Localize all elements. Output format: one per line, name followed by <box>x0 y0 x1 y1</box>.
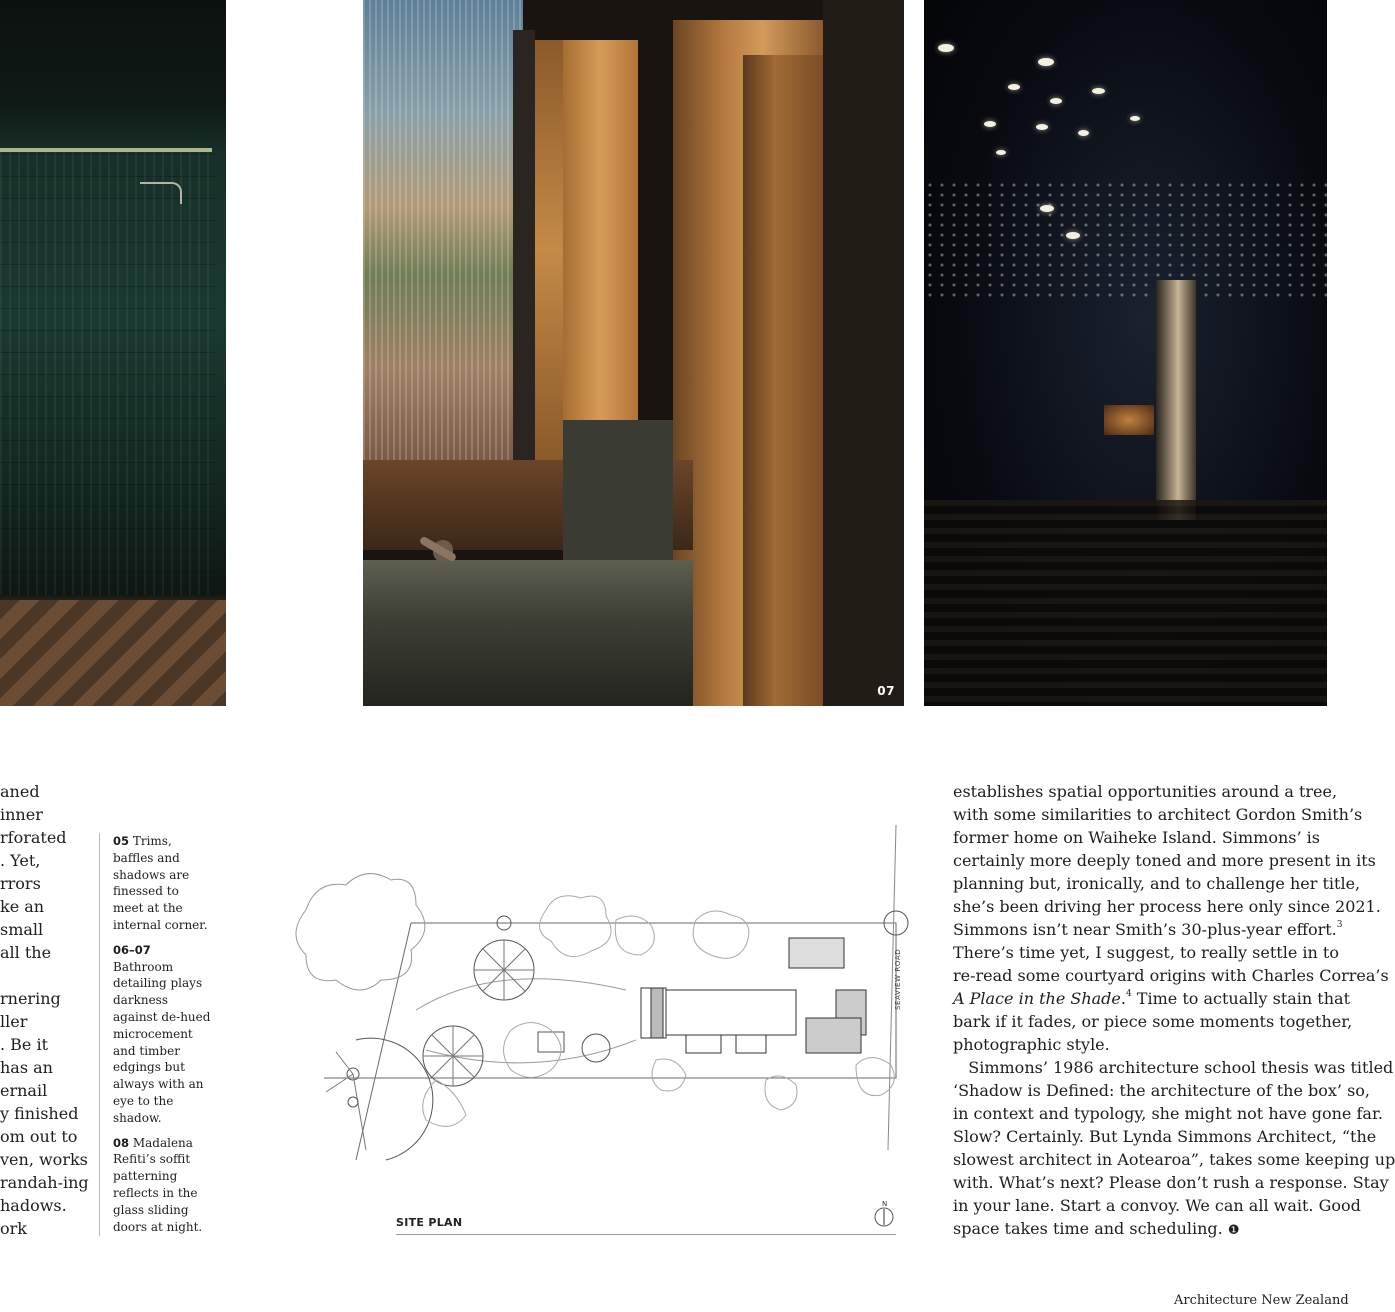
ceiling-light <box>1008 84 1020 90</box>
site-plan-drawing <box>296 820 916 1240</box>
body-line: photographic style. <box>953 1035 1110 1054</box>
body-line: with some similarities to architect Gordon Smith’s <box>953 805 1363 824</box>
reflected-glow <box>1104 405 1154 435</box>
body-line: ernail <box>0 1081 48 1100</box>
body-line-text: space takes time and scheduling. <box>953 1219 1228 1238</box>
ceiling-light <box>1050 98 1062 104</box>
body-line: rnering <box>0 989 61 1008</box>
ceiling-light <box>984 121 996 127</box>
timber-door-shadow <box>743 55 823 706</box>
body-line: she’s been driving her process here only since 2021. <box>953 897 1381 916</box>
body-line: inner <box>0 805 43 824</box>
body-line <box>953 1217 1327 1240</box>
body-line: bark if it fades, or piece some moments together, <box>953 1012 1353 1031</box>
body-line-text: Time to actually stain that <box>1131 989 1350 1008</box>
body-line: aned <box>0 782 40 801</box>
body-line: randah-ing <box>0 1173 89 1192</box>
reeded-glass-window <box>363 0 523 460</box>
body-line: has an <box>0 1058 53 1077</box>
caption-text: Bathroom detailing plays darkness against de-hued microcement and timber edgings but always with an eye to the shadow. <box>113 959 211 1125</box>
end-mark-icon: ❶ <box>1227 1223 1240 1238</box>
road-label: SEAVIEW ROAD <box>894 948 902 1010</box>
body-line: ke an <box>0 897 45 916</box>
led-strip <box>0 148 212 152</box>
figure-number: 07 <box>877 684 895 698</box>
captions <box>99 833 211 1236</box>
body-line: A Place in the Shade.$^4$ Time to actually stain that <box>953 989 1350 1008</box>
tiled-wall <box>0 150 215 595</box>
ceiling-light <box>1038 58 1054 66</box>
body-line: There’s time yet, I suggest, to really settle in to <box>953 943 1339 962</box>
caption-text: Madalena Refiti’s soffit patterning reflects in the glass sliding doors at night. <box>113 1135 203 1234</box>
caption-05 <box>113 833 211 934</box>
ceiling-light <box>938 44 954 52</box>
caption-08 <box>113 1135 211 1236</box>
shower-head <box>140 182 182 204</box>
dark-wall <box>823 0 904 706</box>
body-line: rrors <box>0 874 41 893</box>
caption-number: 06–07 <box>113 942 151 957</box>
body-line: certainly more deeply toned and more present in its <box>953 851 1376 870</box>
footnote-ref: 3 <box>1336 920 1343 930</box>
body-line: re-read some courtyard origins with Charles Correa’s <box>953 966 1389 985</box>
body-line <box>0 964 90 987</box>
body-line: former home on Waiheke Island. Simmons’ is <box>953 828 1320 847</box>
body-line: Simmons’ 1986 architecture school thesis was titled <box>953 1058 1394 1077</box>
ceiling-light <box>1036 124 1048 130</box>
timber-deck <box>924 500 1327 706</box>
body-text-left-column <box>0 780 90 1240</box>
caption-text: Trims, baffles and shadows are finessed to meet at the internal corner. <box>113 834 208 932</box>
body-line: ork <box>0 1219 27 1238</box>
book-title: A Place in the Shade <box>953 989 1121 1008</box>
caption-number: 05 <box>113 834 130 848</box>
body-line: Slow? Certainly. But Lynda Simmons Architect, “the <box>953 1127 1377 1146</box>
body-line: ‘Shadow is Defined: the architecture of the box’ so, <box>953 1081 1371 1100</box>
ceiling-light <box>1130 116 1140 121</box>
body-line: . Yet, <box>0 851 41 870</box>
body-line: in context and typology, she might not have gone far. <box>953 1104 1383 1123</box>
body-line: slowest architect in Aotearoa”, takes some keeping up <box>953 1150 1395 1169</box>
body-line <box>953 918 1343 941</box>
photo-shower <box>0 0 226 706</box>
body-line: hadows. <box>0 1196 67 1215</box>
site-plan-rule <box>396 1234 896 1235</box>
site-plan <box>296 820 916 1240</box>
body-line: with. What’s next? Please don’t rush a response. Stay <box>953 1173 1389 1192</box>
footnote-ref: 4 <box>1125 989 1132 999</box>
microcement-basin <box>363 560 693 706</box>
body-line: om out to <box>0 1127 78 1146</box>
body-line: all the <box>0 943 52 962</box>
soffit-pattern <box>924 180 1327 300</box>
ceiling-light <box>1092 88 1105 94</box>
body-line: y finished <box>0 1104 79 1123</box>
timber-floor <box>0 600 226 706</box>
window-frame <box>513 30 535 470</box>
body-line-text: Simmons isn’t near Smith’s 30-plus-year effort. <box>953 920 1337 939</box>
site-plan-label: SITE PLAN <box>396 1216 463 1229</box>
photo-bathroom <box>363 0 904 706</box>
north-label: N <box>882 1200 888 1208</box>
photo-soffit-night <box>924 0 1327 706</box>
body-line: in your lane. Start a convoy. We can all wait. Good <box>953 1196 1361 1215</box>
caption-number: 08 <box>113 1135 130 1150</box>
grey-panel <box>563 420 673 580</box>
lit-column <box>1156 280 1196 520</box>
upper-cabinet <box>563 40 638 430</box>
ceiling-light <box>996 150 1006 155</box>
body-text-right-column <box>953 780 1395 1240</box>
body-line: rforated <box>0 828 67 847</box>
ceiling-light <box>1078 130 1089 136</box>
caption-06-07 <box>113 942 211 1127</box>
body-line: planning but, ironically, and to challenge her title, <box>953 874 1361 893</box>
body-line: establishes spatial opportunities around a tree, <box>953 782 1338 801</box>
body-line: . Be it <box>0 1035 49 1054</box>
body-line: ven, works <box>0 1150 88 1169</box>
body-line: small <box>0 920 44 939</box>
body-line: ller <box>0 1012 28 1031</box>
publication-footer: Architecture New Zealand <box>1174 1293 1349 1308</box>
